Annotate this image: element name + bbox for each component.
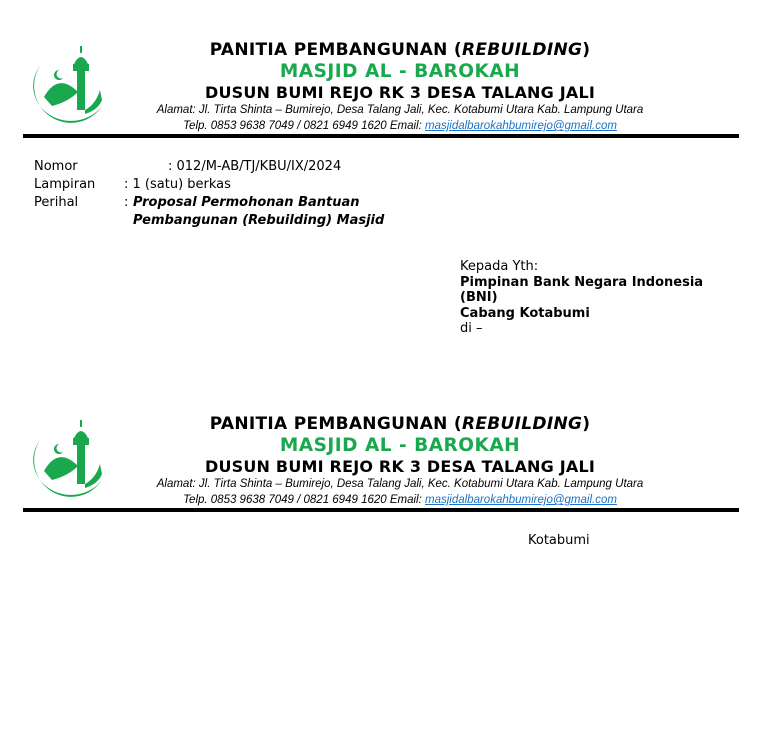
perihal-label: Perihal bbox=[34, 195, 79, 210]
mosque-crescent-logo-icon bbox=[22, 416, 104, 498]
header-divider bbox=[23, 134, 739, 138]
perihal-colon: : bbox=[124, 195, 129, 210]
email-link[interactable]: masjidalbarokahbumirejo@gmail.com bbox=[425, 120, 617, 132]
header-divider bbox=[23, 508, 739, 512]
mosque-name: MASJID AL - BAROKAH bbox=[279, 435, 521, 456]
village-name: DUSUN BUMI REJO RK 3 DESA TALANG JALI bbox=[204, 457, 596, 476]
address-line: Alamat: Jl. Tirta Shinta – Bumirejo, Desa Talang Jali, Kec. Kotabumi Utara Kab. Lampung Utara bbox=[156, 478, 644, 490]
lampiran-label: Lampiran bbox=[34, 177, 96, 192]
address-line: Alamat: Jl. Tirta Shinta – Bumirejo, Desa Talang Jali, Kec. Kotabumi Utara Kab. Lampung Utara bbox=[156, 104, 644, 116]
recipient-branch: Cabang Kotabumi bbox=[460, 305, 590, 321]
perihal-subject-line2: Pembangunan (Rebuilding) Masjid bbox=[133, 213, 385, 228]
nomor-value: : 012/M-AB/TJ/KBU/IX/2024 bbox=[168, 159, 342, 174]
recipient-block bbox=[460, 259, 740, 337]
contact-line: Telp. 0853 9638 7049 / 0821 6949 1620 Email: masjidalbarokahbumirejo@gmail.com bbox=[183, 120, 617, 132]
lampiran-value: : 1 (satu) berkas bbox=[124, 177, 231, 192]
committee-title: PANITIA PEMBANGUNAN (REBUILDING) bbox=[209, 414, 591, 434]
recipient-location: di – bbox=[460, 321, 483, 336]
recipient-greeting: Kepada Yth: bbox=[460, 259, 539, 274]
committee-title: PANITIA PEMBANGUNAN (REBUILDING) bbox=[209, 40, 591, 60]
letterhead-page2 bbox=[0, 412, 768, 522]
mosque-crescent-logo-icon bbox=[22, 42, 104, 124]
village-name: DUSUN BUMI REJO RK 3 DESA TALANG JALI bbox=[204, 83, 596, 102]
email-link[interactable]: masjidalbarokahbumirejo@gmail.com bbox=[425, 494, 617, 506]
contact-line: Telp. 0853 9638 7049 / 0821 6949 1620 Email: masjidalbarokahbumirejo@gmail.com bbox=[183, 494, 617, 506]
recipient-name-abbr: (BNI) bbox=[460, 290, 498, 305]
nomor-label: Nomor bbox=[34, 159, 78, 174]
mosque-name: MASJID AL - BAROKAH bbox=[279, 61, 521, 82]
perihal-subject-line1: Proposal Permohonan Bantuan bbox=[133, 195, 360, 210]
place-date: Kotabumi bbox=[528, 533, 590, 548]
recipient-name: Pimpinan Bank Negara Indonesia bbox=[460, 274, 704, 290]
letterhead bbox=[0, 38, 768, 148]
